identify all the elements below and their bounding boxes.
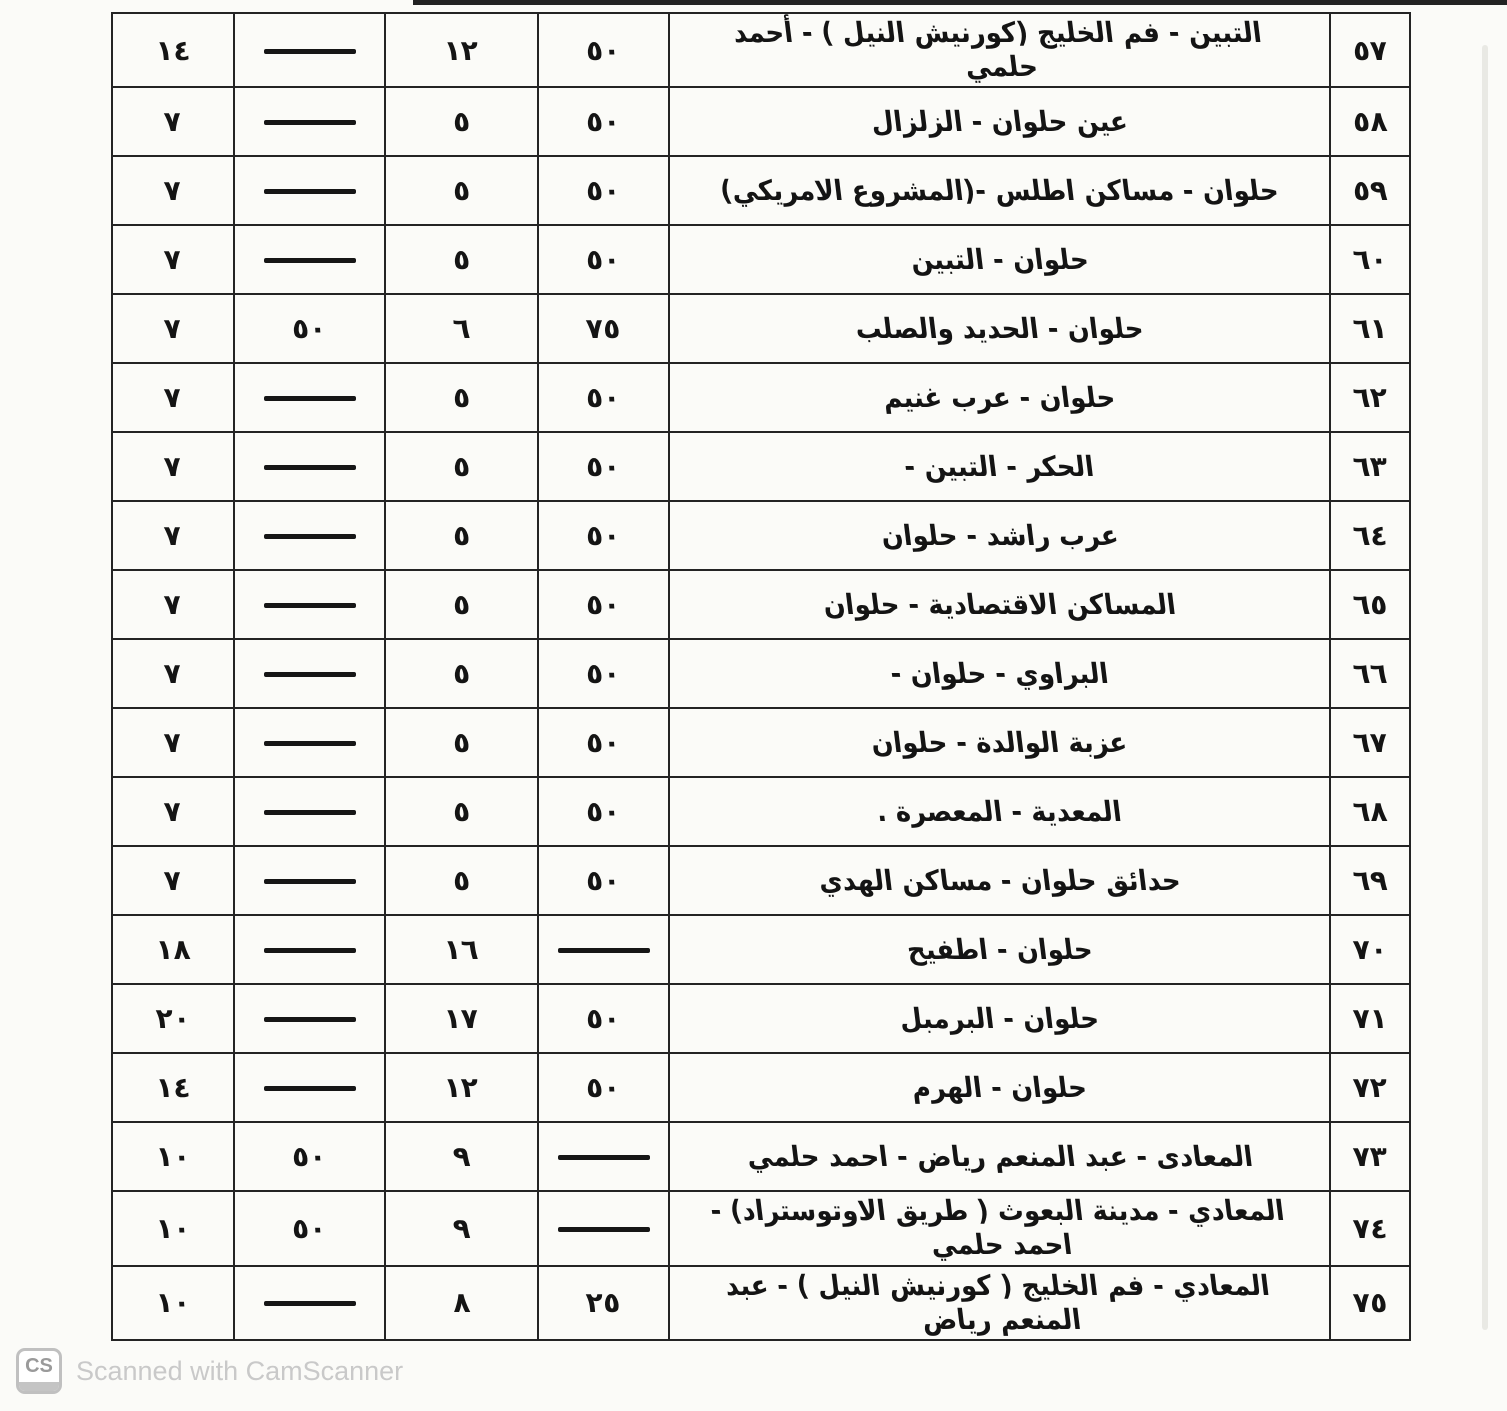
camscanner-logo-bar [19,1382,59,1391]
cell-text: ٧٢ [1351,1071,1389,1105]
value-cell-1 [538,156,669,225]
cell-text: ٥٠ [585,105,622,139]
cell-text: ١٠ [154,1211,192,1245]
cell-text: ٥٠ [585,1002,622,1036]
value-cell-1 [538,225,669,294]
value-cell-2 [385,1266,538,1340]
table-row [112,777,1410,846]
cell-text: ٧٥ [1351,1286,1389,1320]
cell-text: ٥ [451,519,472,553]
serial-cell [1330,915,1410,984]
serial-cell [1330,363,1410,432]
cell-text: ٥ [451,864,472,898]
value-cell-4 [112,13,234,87]
route-cell [669,1053,1330,1122]
route-cell [669,501,1330,570]
value-cell-3 [234,294,385,363]
cell-text: ٧٠ [1351,933,1389,967]
route-cell [669,432,1330,501]
value-cell-2 [385,708,538,777]
cell-text: ٢٥ [585,1286,622,1320]
cell-text: ٧٥ [585,312,622,346]
camscanner-footer [16,1348,403,1394]
serial-cell [1330,1053,1410,1122]
table-row [112,1053,1410,1122]
table-row [112,1266,1410,1340]
route-cell [669,13,1330,87]
value-cell-2 [385,1053,538,1122]
route-cell [669,1122,1330,1191]
cell-text: ٥ [451,450,472,484]
value-cell-3 [234,156,385,225]
value-cell-1 [538,432,669,501]
value-cell-1 [538,708,669,777]
cell-text: ٥٠ [585,243,622,277]
route-cell [669,1266,1330,1340]
route-cell [669,363,1330,432]
dash-mark [264,948,356,953]
value-cell-2 [385,570,538,639]
dash-mark [558,1227,650,1232]
cell-text: ١٢ [443,33,480,67]
serial-cell [1330,708,1410,777]
cell-text: ٧ [163,657,183,691]
cell-text: حدائق حلوان - مساكن الهدي [816,863,1183,897]
value-cell-1 [538,570,669,639]
value-cell-1 [538,984,669,1053]
value-cell-4 [112,639,234,708]
cell-text: ٧ [163,588,183,622]
dash-mark [264,603,356,608]
value-cell-4 [112,225,234,294]
route-cell [669,708,1330,777]
cell-text: ٥٠ [291,1211,328,1245]
cell-text: عزبة الوالدة - حلوان [869,725,1130,759]
value-cell-1 [538,363,669,432]
serial-cell [1330,1191,1410,1265]
table-row [112,294,1410,363]
scan-artifact-top [413,0,1507,5]
cell-text: حلوان - اطفيح [904,932,1095,966]
table-row [112,432,1410,501]
value-cell-2 [385,1191,538,1265]
value-cell-3 [234,501,385,570]
cell-text: ٥٠ [585,174,622,208]
cell-text: ٥٠ [585,657,622,691]
cell-text: حلوان - الحديد والصلب [853,311,1146,345]
cell-text: المعادي - مدينة البعوث ( طريق الاوتوستراد) - احمد حلمي [708,1194,1287,1262]
route-cell [669,777,1330,846]
cell-text: ٩ [451,1140,472,1174]
cell-text: ٥٠ [291,312,328,346]
value-cell-4 [112,915,234,984]
cell-text: ٦٩ [1351,864,1389,898]
cell-text: البراوي - حلوان - [888,656,1111,690]
cell-text: حلوان - التبين [908,242,1091,276]
route-cell [669,984,1330,1053]
value-cell-1 [538,87,669,156]
value-cell-3 [234,915,385,984]
cell-text: ٦٨ [1351,795,1389,829]
serial-cell [1330,777,1410,846]
value-cell-1 [538,1053,669,1122]
dash-mark [264,1301,356,1306]
dash-mark [264,879,356,884]
serial-cell [1330,13,1410,87]
cell-text: ٦٤ [1351,519,1389,553]
value-cell-3 [234,1122,385,1191]
value-cell-2 [385,846,538,915]
cell-text: ٥٩ [1351,174,1389,208]
cell-text: ٧ [163,726,183,760]
value-cell-4 [112,1266,234,1340]
cell-text: ٧ [163,795,183,829]
cell-text: ٥ [451,243,472,277]
cell-text: ١٢ [443,1071,480,1105]
dash-mark [264,534,356,539]
value-cell-3 [234,87,385,156]
cell-text: ٥ [451,174,472,208]
value-cell-4 [112,432,234,501]
table-row [112,87,1410,156]
cell-text: ٥٠ [291,1140,328,1174]
value-cell-3 [234,639,385,708]
cell-text: عرب راشد - حلوان [878,518,1120,552]
cell-text: ١٧ [443,1002,480,1036]
cell-text: ٧ [163,864,183,898]
value-cell-2 [385,639,538,708]
cell-text: التبين - فم الخليج (كورنيش النيل ) - أحمد حلمي [731,16,1264,84]
value-cell-2 [385,294,538,363]
table-row [112,225,1410,294]
cell-text: ٥٠ [585,588,622,622]
table-row [112,13,1410,87]
value-cell-1 [538,846,669,915]
value-cell-4 [112,1191,234,1265]
camscanner-watermark-text: Scanned with CamScanner [76,1355,404,1386]
value-cell-1 [538,294,669,363]
cell-text: المعادى - عبد المنعم رياض - احمد حلمي [744,1139,1255,1173]
value-cell-3 [234,432,385,501]
value-cell-1 [538,501,669,570]
value-cell-4 [112,156,234,225]
dash-mark [264,189,356,194]
cell-text: ٥٠ [585,33,622,67]
value-cell-1 [538,915,669,984]
dash-mark [264,672,356,677]
serial-cell [1330,225,1410,294]
cell-text: ٧ [163,519,183,553]
cell-text: ٦٦ [1351,657,1389,691]
route-cell [669,915,1330,984]
cell-text: ٥ [451,588,472,622]
value-cell-2 [385,225,538,294]
cell-text: ٨ [451,1286,472,1320]
cell-text: ٥ [451,105,472,139]
value-cell-4 [112,708,234,777]
value-cell-2 [385,915,538,984]
value-cell-3 [234,708,385,777]
cell-text: ١٠ [154,1140,192,1174]
value-cell-1 [538,1122,669,1191]
value-cell-1 [538,1266,669,1340]
value-cell-2 [385,87,538,156]
cell-text: ٥٠ [585,450,622,484]
dash-mark [264,810,356,815]
camscanner-logo-icon [16,1348,62,1394]
cell-text: الحكر - التبين - [902,449,1097,483]
table-row [112,1191,1410,1265]
serial-cell [1330,846,1410,915]
table-row [112,156,1410,225]
cell-text: ٧٤ [1351,1211,1389,1245]
table-row [112,1122,1410,1191]
cell-text: ٧ [163,381,183,415]
cell-text: ٧ [163,243,183,277]
routes-table [111,12,1411,1341]
value-cell-2 [385,432,538,501]
cell-text: ٦ [451,312,472,346]
value-cell-2 [385,1122,538,1191]
cell-text: ٥٨ [1351,105,1389,139]
cell-text: ٦٣ [1351,450,1389,484]
serial-cell [1330,156,1410,225]
value-cell-4 [112,1053,234,1122]
value-cell-4 [112,984,234,1053]
value-cell-1 [538,639,669,708]
cell-text: المعدية - المعصرة . [874,794,1124,828]
dash-mark [264,49,356,54]
cell-text: ١٨ [154,933,192,967]
route-cell [669,570,1330,639]
cell-text: ٦٧ [1351,726,1389,760]
cell-text: ٦١ [1351,312,1389,346]
value-cell-2 [385,13,538,87]
route-cell [669,294,1330,363]
cell-text: حلوان - مساكن اطلس -(المشروع الامريكي) [718,173,1281,207]
route-cell [669,225,1330,294]
value-cell-3 [234,363,385,432]
value-cell-3 [234,984,385,1053]
dash-mark [264,465,356,470]
cell-text: حلوان - الهرم [909,1070,1089,1104]
value-cell-1 [538,777,669,846]
cell-text: ٥ [451,726,472,760]
value-cell-4 [112,363,234,432]
cell-text: ٥٠ [585,1071,622,1105]
cell-text: ٥ [451,657,472,691]
cell-text: ٢٠ [154,1002,192,1036]
value-cell-3 [234,1191,385,1265]
value-cell-1 [538,13,669,87]
table-row [112,501,1410,570]
value-cell-2 [385,501,538,570]
serial-cell [1330,1266,1410,1340]
dash-mark [264,1017,356,1022]
value-cell-4 [112,501,234,570]
value-cell-2 [385,984,538,1053]
value-cell-4 [112,87,234,156]
cell-text: ٥ [451,381,472,415]
value-cell-3 [234,225,385,294]
cell-text: ٧ [163,105,183,139]
cell-text: ٧ [163,312,183,346]
camscanner-logo-letters: CS [25,1355,53,1377]
cell-text: ٥٧ [1351,33,1389,67]
cell-text: ٥٠ [585,726,622,760]
cell-text: ١٤ [154,33,192,67]
value-cell-1 [538,1191,669,1265]
serial-cell [1330,432,1410,501]
value-cell-3 [234,13,385,87]
table-row [112,363,1410,432]
route-cell [669,87,1330,156]
route-cell [669,156,1330,225]
dash-mark [264,741,356,746]
value-cell-2 [385,156,538,225]
cell-text: المساكن الاقتصادية - حلوان [821,587,1178,621]
value-cell-4 [112,294,234,363]
cell-text: ٦٢ [1351,381,1389,415]
cell-text: ٧٣ [1351,1140,1389,1174]
cell-text: حلوان - البرمبل [897,1001,1102,1035]
route-cell [669,846,1330,915]
value-cell-3 [234,777,385,846]
dash-mark [558,948,650,953]
value-cell-4 [112,777,234,846]
value-cell-3 [234,570,385,639]
table-row [112,639,1410,708]
dash-mark [264,396,356,401]
table-row [112,846,1410,915]
serial-cell [1330,501,1410,570]
cell-text: ١٠ [154,1286,192,1320]
cell-text: ٦٠ [1351,243,1389,277]
table-row [112,708,1410,777]
value-cell-3 [234,1053,385,1122]
value-cell-3 [234,1266,385,1340]
value-cell-4 [112,570,234,639]
dash-mark [264,258,356,263]
cell-text: ٥٠ [585,519,622,553]
table-row [112,570,1410,639]
dash-mark [264,120,356,125]
cell-text: ١٤ [154,1071,192,1105]
cell-text: ٦٥ [1351,588,1389,622]
value-cell-4 [112,846,234,915]
serial-cell [1330,639,1410,708]
cell-text: ٧ [163,450,183,484]
value-cell-2 [385,777,538,846]
serial-cell [1330,294,1410,363]
cell-text: ٥٠ [585,795,622,829]
dash-mark [264,1086,356,1091]
value-cell-2 [385,363,538,432]
dash-mark [558,1155,650,1160]
table-row [112,915,1410,984]
serial-cell [1330,87,1410,156]
value-cell-3 [234,846,385,915]
cell-text: ٥٠ [585,864,622,898]
cell-text: ٧١ [1351,1002,1389,1036]
serial-cell [1330,570,1410,639]
cell-text: ٧ [163,174,183,208]
cell-text: ١٦ [443,933,480,967]
route-cell [669,1191,1330,1265]
cell-text: ٥٠ [585,381,622,415]
scan-edge-shadow [1482,45,1488,1330]
cell-text: ٥ [451,795,472,829]
cell-text: المعادي - فم الخليج ( كورنيش النيل ) - عبد المنعم رياض [723,1268,1272,1336]
serial-cell [1330,984,1410,1053]
table-row [112,984,1410,1053]
cell-text: ٩ [451,1211,472,1245]
route-cell [669,639,1330,708]
serial-cell [1330,1122,1410,1191]
cell-text: حلوان - عرب غنيم [881,380,1118,414]
cell-text: عين حلوان - الزلزال [869,104,1130,138]
value-cell-4 [112,1122,234,1191]
routes-table-body [112,13,1410,1340]
